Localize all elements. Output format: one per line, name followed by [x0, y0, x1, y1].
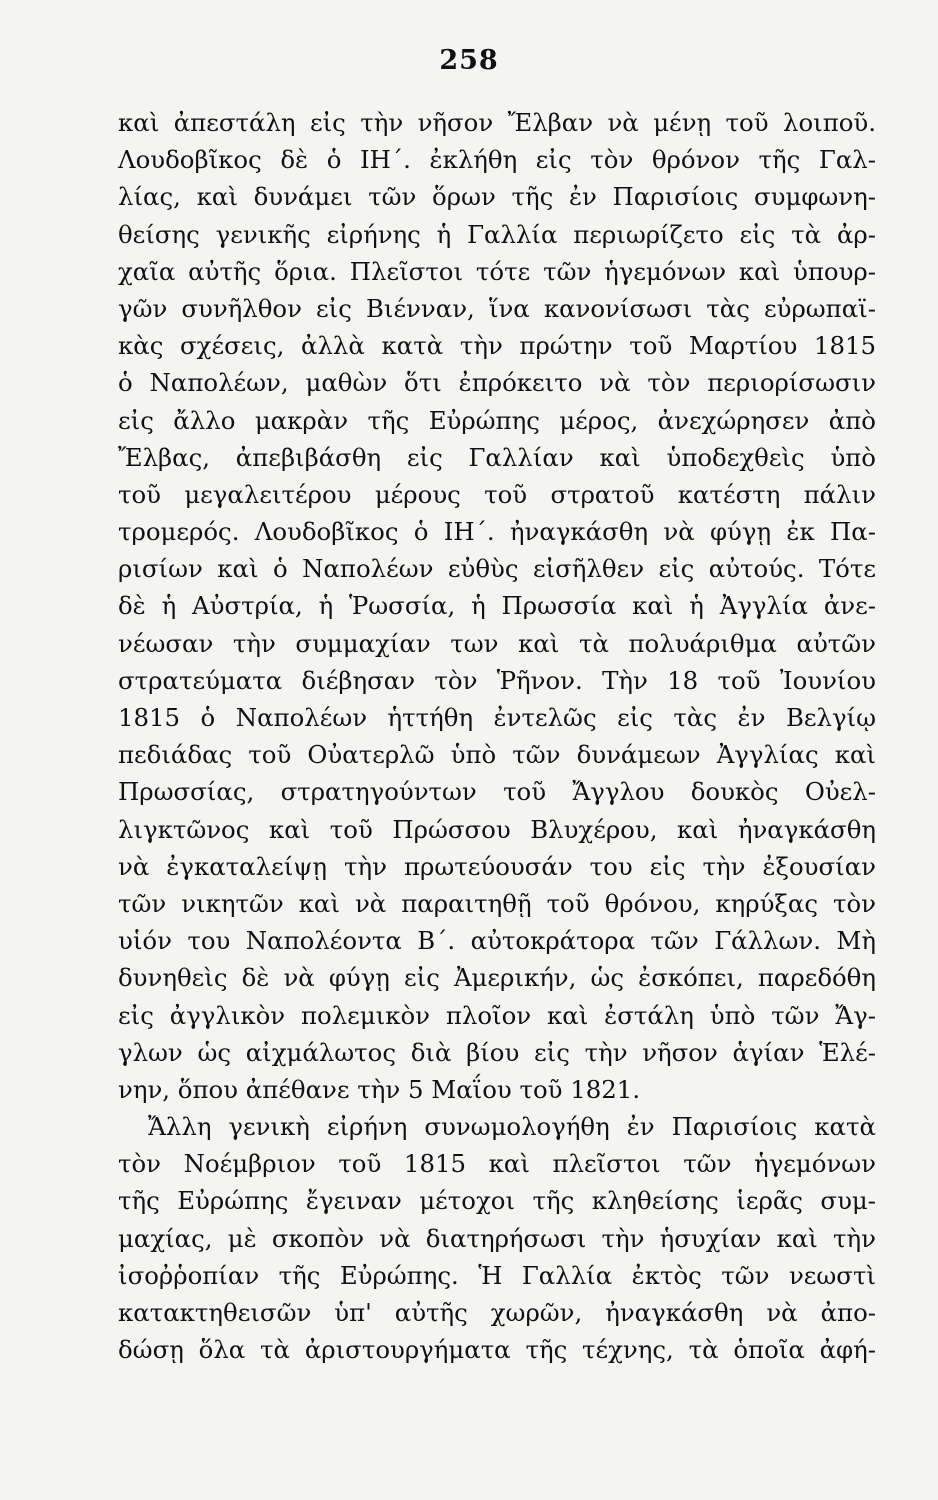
text-line: Ἄλλη γενικὴ εἰρήνη συνωμολογήθη ἐν Παρισίοις κατὰ: [148, 1112, 876, 1142]
text-line: λιγκτῶνος καὶ τοῦ Πρώσσου Βλυχέρου, καὶ ἠναγκάσθη: [118, 814, 876, 844]
text-line: υἱόν του Ναπολέοντα Β΄. αὐτοκράτορα τῶν Γάλλων. Μὴ: [118, 926, 876, 956]
text-line: εἰς ἄλλο μακρὰν τῆς Εὐρώπης μέρος, ἀνεχώρησεν ἀπὸ: [118, 405, 876, 435]
text-line: τῶν νικητῶν καὶ νὰ παραιτηθῇ τοῦ θρόνου, κηρύξας τὸν: [118, 888, 876, 918]
text-line: Πρωσσίας, στρατηγούντων τοῦ Ἄγγλου δουκὸς Οὐελ-: [118, 777, 876, 807]
text-line: νὰ ἐγκαταλείψῃ τὴν πρωτεύουσάν του εἰς τὴν ἐξουσίαν: [118, 851, 876, 881]
text-line: κὰς σχέσεις, ἀλλὰ κατὰ τὴν πρώτην τοῦ Μαρτίου 1815: [118, 331, 876, 361]
text-line: γῶν συνῆλθον εἰς Βιένναν, ἵνα κανονίσωσι τὰς εὐρωπαϊ-: [118, 293, 876, 323]
text-line: χαῖα αὐτῆς ὅρια. Πλεῖστοι τότε τῶν ἡγεμόνων καὶ ὑπουρ-: [118, 256, 876, 286]
text-line: νην, ὅπου ἀπέθανε τὴν 5 Μαΐου τοῦ 1821.: [118, 1074, 641, 1104]
text-line: τρομερός. Λουδοβῖκος ὁ ΙΗ΄. ἠναγκάσθη νὰ φύγῃ ἐκ Πα-: [118, 517, 876, 547]
text-line: Ἔλβας, ἀπεβιβάσθη εἰς Γαλλίαν καὶ ὑποδεχθεὶς ὑπὸ: [118, 442, 876, 472]
text-line: τὸν Νοέμβριον τοῦ 1815 καὶ πλεῖστοι τῶν ἡγεμόνων: [118, 1149, 876, 1179]
text-line: στρατεύματα διέβησαν τὸν Ῥῆνον. Τὴν 18 τοῦ Ἰουνίου: [118, 665, 876, 695]
text-line: δώσῃ ὅλα τὰ ἀριστουργήματα τῆς τέχνης, τὰ ὁποῖα ἀφή-: [118, 1335, 876, 1365]
text-line: κατακτηθεισῶν ὑπ' αὐτῆς χωρῶν, ἠναγκάσθη νὰ ἀπο-: [118, 1298, 876, 1327]
text-line: πεδιάδας τοῦ Οὐατερλῶ ὑπὸ τῶν δυνάμεων Ἀγγλίας καὶ: [118, 740, 876, 770]
text-line: ἰσοῤῥοπίαν τῆς Εὐρώπης. Ἡ Γαλλία ἐκτὸς τῶν νεωστὶ: [118, 1260, 876, 1290]
body-text: [118, 104, 876, 1368]
text-line: νέωσαν τὴν συμμαχίαν των καὶ τὰ πολυάριθμα αὐτῶν: [118, 628, 876, 658]
text-line: εἰς ἀγγλικὸν πολεμικὸν πλοῖον καὶ ἐστάλη ὑπὸ τῶν Ἄγ-: [118, 1000, 876, 1030]
text-line: μαχίας, μὲ σκοπὸν νὰ διατηρήσωσι τὴν ἡσυχίαν καὶ τὴν: [118, 1223, 876, 1253]
text-line: λίας, καὶ δυνάμει τῶν ὅρων τῆς ἐν Παρισίοις συμφωνη-: [118, 182, 876, 212]
text-line: τῆς Εὐρώπης ἔγειναν μέτοχοι τῆς κληθείσης ἱερᾶς συμ-: [118, 1186, 876, 1216]
text-line: δὲ ἡ Αὐστρία, ἡ Ῥωσσία, ἡ Πρωσσία καὶ ἡ Ἀγγλία ἀνε-: [118, 591, 876, 621]
text-line: ὁ Ναπολέων, μαθὼν ὅτι ἐπρόκειτο νὰ τὸν περιορίσωσιν: [118, 368, 876, 398]
text-line: δυνηθεὶς δὲ νὰ φύγῃ εἰς Ἀμερικήν, ὡς ἐσκόπει, παρεδόθη: [118, 963, 876, 993]
text-line: ρισίων καὶ ὁ Ναπολέων εὐθὺς εἰσῆλθεν εἰς αὐτούς. Τότε: [118, 554, 876, 584]
text-line: γλων ὡς αἰχμάλωτος διὰ βίου εἰς τὴν νῆσον ἁγίαν Ἑλέ-: [118, 1037, 876, 1067]
text-line: 1815 ὁ Ναπολέων ἡττήθη ἐντελῶς εἰς τὰς ἐν Βελγίῳ: [118, 703, 876, 732]
page-number: 258: [439, 45, 499, 76]
text-line: καὶ ἀπεστάλη εἰς τὴν νῆσον Ἔλβαν νὰ μένῃ τοῦ λοιποῦ.: [118, 108, 876, 137]
text-line: θείσης γενικῆς εἰρήνης ἡ Γαλλία περιωρίζετο εἰς τὰ ἀρ-: [118, 219, 876, 249]
text-line: Λουδοβῖκος δὲ ὁ ΙΗ΄. ἐκλήθη εἰς τὸν θρόνον τῆς Γαλ-: [118, 145, 876, 175]
text-line: τοῦ μεγαλειτέρου μέρους τοῦ στρατοῦ κατέστη πάλιν: [118, 479, 876, 509]
